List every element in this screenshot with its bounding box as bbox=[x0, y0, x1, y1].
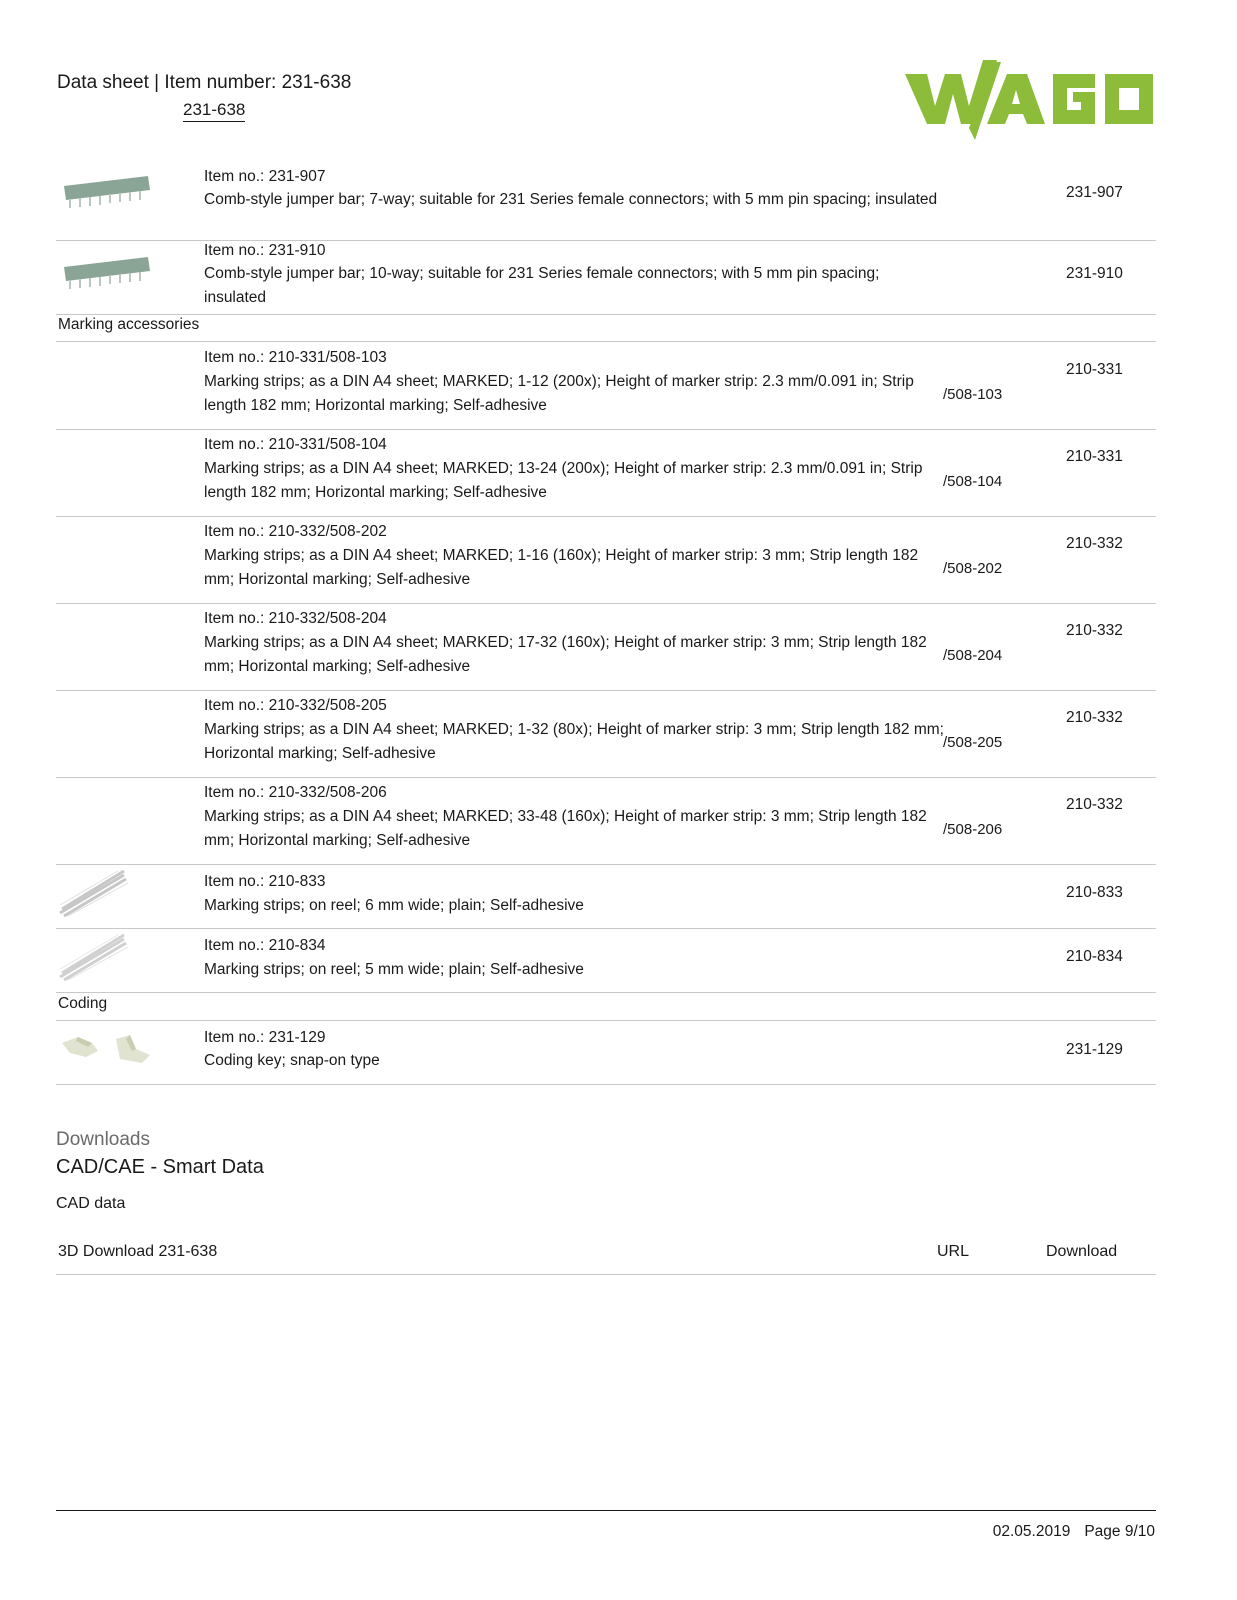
footer-divider bbox=[56, 1510, 1156, 1511]
item-description: Marking strips; as a DIN A4 sheet; MARKED; 1-12 (200x); Height of marker strip: 2.3 mm/0.091 in; Strip length 182 mm; Horizontal marking; Self-adhesive bbox=[204, 373, 914, 414]
item-description: Marking strips; as a DIN A4 sheet; MARKED; 1-16 (160x); Height of marker strip: 3 mm; Strip length 182 mm; Horizontal marking; Self-adhesive bbox=[204, 547, 919, 588]
cad-data-label: CAD data bbox=[56, 1195, 126, 1212]
table-row bbox=[56, 604, 1156, 690]
item-code[interactable]: 210-332 bbox=[1066, 709, 1123, 726]
jumper-bar-image bbox=[60, 247, 152, 293]
item-code[interactable]: 210-332 bbox=[1066, 622, 1123, 639]
clipped-suffix: /508-202 bbox=[943, 560, 1003, 577]
marking-strip-reel-image bbox=[58, 869, 130, 917]
table-row bbox=[56, 430, 1156, 516]
item-code[interactable]: 231-129 bbox=[1066, 1041, 1123, 1058]
item-code[interactable]: 210-834 bbox=[1066, 948, 1123, 965]
item-number: Item no.: 210-331/508-103 bbox=[204, 349, 387, 366]
marking-strip-reel-image bbox=[58, 933, 130, 981]
clipped-suffix: /508-103 bbox=[943, 386, 1003, 403]
clipped-suffix: /508-206 bbox=[943, 821, 1003, 838]
logo-text: WAGO bbox=[905, 141, 909, 142]
item-description: Marking strips; as a DIN A4 sheet; MARKED; 13-24 (200x); Height of marker strip: 2.3 mm/0.091 in; Strip length 182 mm; Horizontal marking; Self-adhesive bbox=[204, 460, 923, 501]
table-row bbox=[56, 517, 1156, 603]
table-row bbox=[56, 241, 1156, 314]
download-link[interactable]: Download bbox=[1046, 1243, 1118, 1260]
item-description: Marking strips; as a DIN A4 sheet; MARKED; 33-48 (160x); Height of marker strip: 3 mm; Strip length 182 mm; Horizontal marking; Self-adhesive bbox=[204, 808, 927, 849]
cad-download-name: 3D Download 231-638 bbox=[58, 1243, 218, 1260]
clipped-suffix: /508-104 bbox=[943, 473, 1003, 490]
coding-key-image bbox=[58, 1029, 154, 1069]
jumper-bar-image bbox=[60, 166, 152, 212]
item-code[interactable]: 231-910 bbox=[1066, 265, 1123, 282]
downloads-heading: Downloads bbox=[56, 1129, 150, 1150]
item-number: Item no.: 210-331/508-104 bbox=[204, 436, 387, 453]
wago-logo bbox=[905, 58, 1155, 142]
page-title: Data sheet | Item number: 231-638 bbox=[57, 72, 352, 93]
table-row bbox=[56, 160, 1156, 240]
item-number: Item no.: 210-833 bbox=[204, 873, 326, 890]
item-description: Comb-style jumper bar; 10-way; suitable for 231 Series female connectors; with 5 mm pin spacing; insulated bbox=[204, 265, 880, 306]
item-description: Comb-style jumper bar; 7-way; suitable for 231 Series female connectors; with 5 mm pin spacing; insulated bbox=[204, 191, 938, 208]
item-code[interactable]: 231-907 bbox=[1066, 184, 1123, 201]
item-code[interactable]: 210-332 bbox=[1066, 796, 1123, 813]
section-title: Coding bbox=[58, 995, 108, 1012]
item-code[interactable]: 210-332 bbox=[1066, 535, 1123, 552]
item-number: Item no.: 210-834 bbox=[204, 937, 326, 954]
table-row bbox=[56, 342, 1156, 429]
footer-date: 02.05.2019 bbox=[992, 1523, 1071, 1540]
section-title: Marking accessories bbox=[58, 316, 200, 333]
item-number: Item no.: 231-910 bbox=[204, 242, 326, 259]
item-code[interactable]: 210-833 bbox=[1066, 884, 1123, 901]
item-number: Item no.: 231-129 bbox=[204, 1029, 326, 1046]
item-description: Marking strips; on reel; 5 mm wide; plain; Self-adhesive bbox=[204, 961, 584, 978]
page-footer bbox=[979, 1523, 1155, 1541]
table-row bbox=[56, 929, 1156, 992]
item-number: Item no.: 210-332/508-205 bbox=[204, 697, 387, 714]
item-number: Item no.: 210-332/508-206 bbox=[204, 784, 387, 801]
table-row bbox=[56, 778, 1156, 864]
table-row bbox=[56, 865, 1156, 928]
item-code[interactable]: 210-331 bbox=[1066, 448, 1123, 465]
item-number-link[interactable]: 231-638 bbox=[183, 100, 245, 122]
table-row bbox=[56, 691, 1156, 777]
item-description: Marking strips; as a DIN A4 sheet; MARKED; 1-32 (80x); Height of marker strip: 3 mm; Strip length 182 mm; Horizontal marking; Self-adhesive bbox=[204, 721, 944, 762]
item-description: Marking strips; as a DIN A4 sheet; MARKED; 17-32 (160x); Height of marker strip: 3 mm; Strip length 182 mm; Horizontal marking; Self-adhesive bbox=[204, 634, 927, 675]
clipped-suffix: /508-205 bbox=[943, 734, 1003, 751]
cad-download-type: URL bbox=[937, 1243, 970, 1260]
item-number: Item no.: 210-332/508-204 bbox=[204, 610, 387, 627]
downloads-subheading: CAD/CAE - Smart Data bbox=[56, 1156, 264, 1178]
item-code[interactable]: 210-331 bbox=[1066, 361, 1123, 378]
footer-page-number: Page 9/10 bbox=[1084, 1523, 1155, 1540]
item-description: Coding key; snap-on type bbox=[204, 1052, 380, 1069]
item-number: Item no.: 231-907 bbox=[204, 168, 326, 185]
clipped-suffix: /508-204 bbox=[943, 647, 1003, 664]
item-number: Item no.: 210-332/508-202 bbox=[204, 523, 387, 540]
item-description: Marking strips; on reel; 6 mm wide; plain; Self-adhesive bbox=[204, 897, 584, 914]
table-row bbox=[56, 1021, 1156, 1084]
